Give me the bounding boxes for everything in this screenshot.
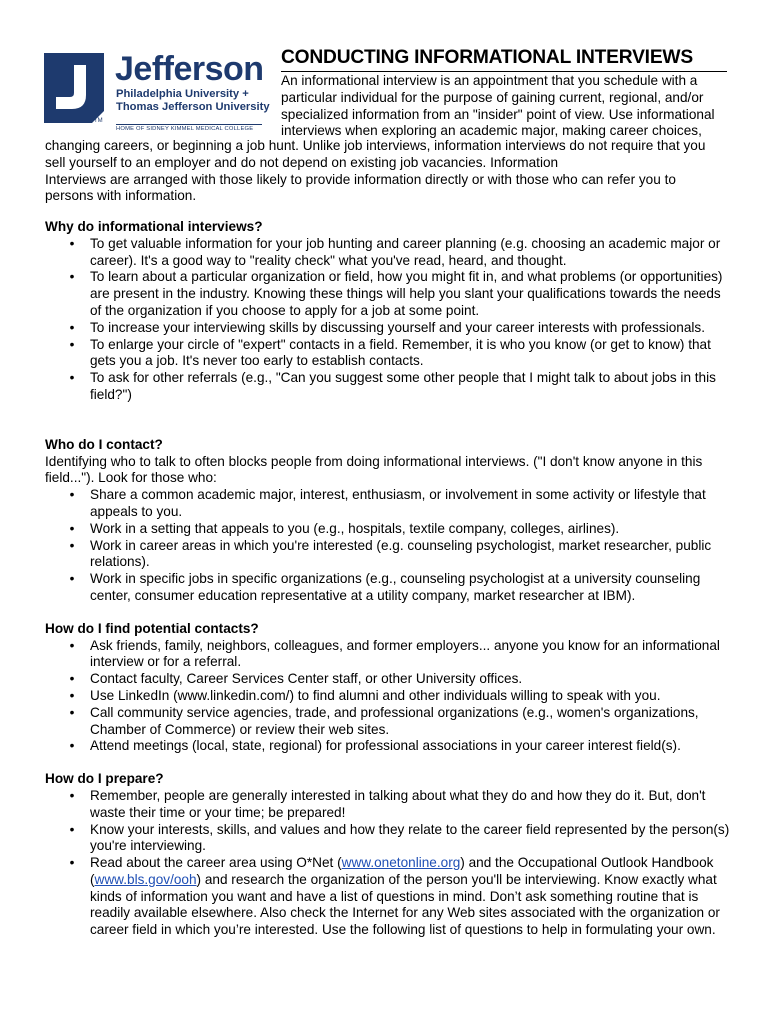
section-why [45, 219, 735, 404]
list-item-text: To ask for other referrals (e.g., "Can you suggest some other people that I might talk to about jobs in this field?") [90, 370, 716, 402]
logo-divider [116, 124, 262, 125]
bullet-icon: • [69, 235, 75, 251]
bullet-icon: • [69, 671, 75, 687]
intro-paragraph-rest [45, 138, 735, 205]
list-item-text: Work in a setting that appeals to you (e.g., hospitals, textile company, colleges, airlines). [90, 520, 620, 536]
bullet-icon: • [69, 637, 75, 653]
logo-subtitle-line1: Philadelphia University + [116, 88, 249, 100]
intro-line: sell yourself to an employer and do not depend on existing job vacancies. Information [45, 154, 559, 170]
list-item [45, 487, 735, 521]
section-heading-prepare: How do I prepare? [45, 771, 164, 787]
section-heading-who: Who do I contact? [45, 436, 163, 452]
intro-line: specialized information from an "insider" point of view. Use informational [281, 106, 715, 122]
intro-line: An informational interview is an appointment that you schedule with a [281, 73, 698, 88]
read-text-part2: ) and the Occupational Outlook Handbook ( [90, 855, 714, 887]
bullet-icon: • [69, 821, 75, 837]
list-item [45, 738, 735, 755]
list-item [45, 370, 735, 404]
bullet-icon: • [69, 855, 75, 871]
list-item-text: To get valuable information for your job hunting and career planning (e.g. choosing an academic major or career). It's a good way to "reality check" what you've read, heard, and thought. [90, 235, 721, 268]
list-item [45, 571, 735, 605]
prepare-bullet-list [45, 788, 735, 939]
why-bullet-list [45, 236, 735, 404]
intro-line: persons with information. [45, 188, 197, 204]
bullet-icon: • [69, 370, 75, 386]
list-item-text: Use LinkedIn (www.linkedin.com/) to find alumni and other individuals willing to speak with you. [90, 687, 661, 703]
section-heading-find: How do I find potential contacts? [45, 620, 259, 636]
intro-line: changing careers, or beginning a job hunt. Unlike job interviews, information interviews do not require that you [45, 138, 706, 153]
logo-college-line: HOME OF SIDNEY KIMMEL MEDICAL COLLEGE [116, 126, 254, 132]
read-text-part3: ) and research the organization of the person you'll be interviewing. Know exactly what kinds of information you want and have a list of questions in mind. Don’t ask something routine that is readily available elsewhere. Also check the Internet for any Web sites associated with the organization or career field in which you’re interested. Use the following list of questions to help in formulating your own. [90, 871, 720, 938]
list-item-text: Work in career areas in which you're interested (e.g. counseling psychologist, market researcher, public relations). [90, 537, 712, 570]
list-item-text: Contact faculty, Career Services Center staff, or other University offices. [90, 671, 523, 687]
list-item [45, 337, 735, 371]
list-item-text: To enlarge your circle of "expert" contacts in a field. Remember, it is who you know (or get to know) that gets you a job. It's never too early to establish contacts. [90, 336, 711, 369]
bullet-icon: • [69, 487, 75, 503]
list-item-text: Work in specific jobs in specific organizations (e.g., counseling psychologist at a university counseling center, consumer education representative at a utility company, market researcher at IBM). [90, 571, 701, 603]
page-title: CONDUCTING INFORMATIONAL INTERVIEWS [281, 47, 727, 72]
who-bullet-list [45, 487, 735, 605]
bullet-icon: • [69, 787, 75, 803]
bullet-icon: • [69, 738, 75, 754]
list-item [45, 521, 735, 538]
list-item-text: Call community service agencies, trade, and professional organizations (e.g., women's organizations, Chamber of Commerce) or review their web sites. [90, 704, 699, 737]
list-item [45, 855, 735, 939]
section-intro-who: Identifying who to talk to often blocks people from doing informational interviews. ("I don't know anyone in this field..."). Look for those who: [45, 453, 703, 486]
list-item [45, 705, 735, 739]
list-item-text: Attend meetings (local, state, regional) for professional associations in your career interest field(s). [90, 738, 681, 754]
bullet-icon: • [69, 537, 75, 553]
logo-subtitle-line2: Thomas Jefferson University [116, 101, 270, 113]
list-item-text: To learn about a particular organization or field, how you might fit in, and what problems (or opportunities) are present in the industry. Knowing these things will help you slant your qualifications towards the needs of the organization if you choose to apply for a job at some point. [90, 269, 723, 318]
logo-trademark: TM [94, 118, 103, 124]
section-who [45, 437, 735, 605]
bullet-icon: • [69, 319, 75, 335]
intro-line: interviews when exploring an academic major, making career choices, [281, 123, 702, 139]
document-body [45, 219, 735, 955]
read-text-part1: Read about the career area using O*Net ( [90, 855, 342, 871]
list-item [45, 638, 735, 672]
intro-line: Interviews are arranged with those likely to provide information directly or with those who can refer you to [45, 171, 676, 187]
list-item-text: Remember, people are generally interested in talking about what they do and how they do it. But, don't waste their time or your time; be prepared! [90, 787, 706, 820]
find-bullet-list [45, 638, 735, 756]
list-item-text: Know your interests, skills, and values and how they relate to the career field represented by the person(s) you're interviewing. [90, 821, 730, 854]
jefferson-logo [44, 50, 274, 137]
logo-wordmark: Jefferson [115, 50, 264, 88]
list-item-text: To increase your interviewing skills by discussing yourself and your career interests with professionals. [90, 319, 706, 335]
logo-subtitle [116, 88, 270, 114]
bls-ooh-link[interactable]: www.bls.gov/ooh [94, 871, 197, 887]
onetonline-link[interactable]: www.onetonline.org [341, 855, 461, 871]
list-item [45, 236, 735, 270]
bullet-icon: • [69, 571, 75, 587]
list-item [45, 269, 735, 319]
list-item-text: Ask friends, family, neighbors, colleagues, and former employers... anyone you know for an informational interview or for a referral. [90, 637, 720, 670]
list-item [45, 671, 735, 688]
intro-line: particular individual for the purpose of gaining current, regional, and/or [281, 89, 704, 105]
bullet-icon: • [69, 687, 75, 703]
section-find [45, 621, 735, 755]
list-item [45, 822, 735, 856]
section-prepare [45, 771, 735, 939]
list-item-text: Share a common academic major, interest, enthusiasm, or involvement in some activity or lifestyle that appeals to you. [90, 487, 706, 519]
list-item [45, 320, 735, 337]
section-heading-why: Why do informational interviews? [45, 219, 263, 234]
list-item [45, 788, 735, 822]
intro-paragraph-top [281, 73, 731, 140]
bullet-icon: • [69, 520, 75, 536]
list-item-text [90, 855, 720, 937]
bullet-icon: • [69, 269, 75, 285]
list-item [45, 538, 735, 572]
bullet-icon: • [69, 336, 75, 352]
bullet-icon: • [69, 704, 75, 720]
list-item [45, 688, 735, 705]
